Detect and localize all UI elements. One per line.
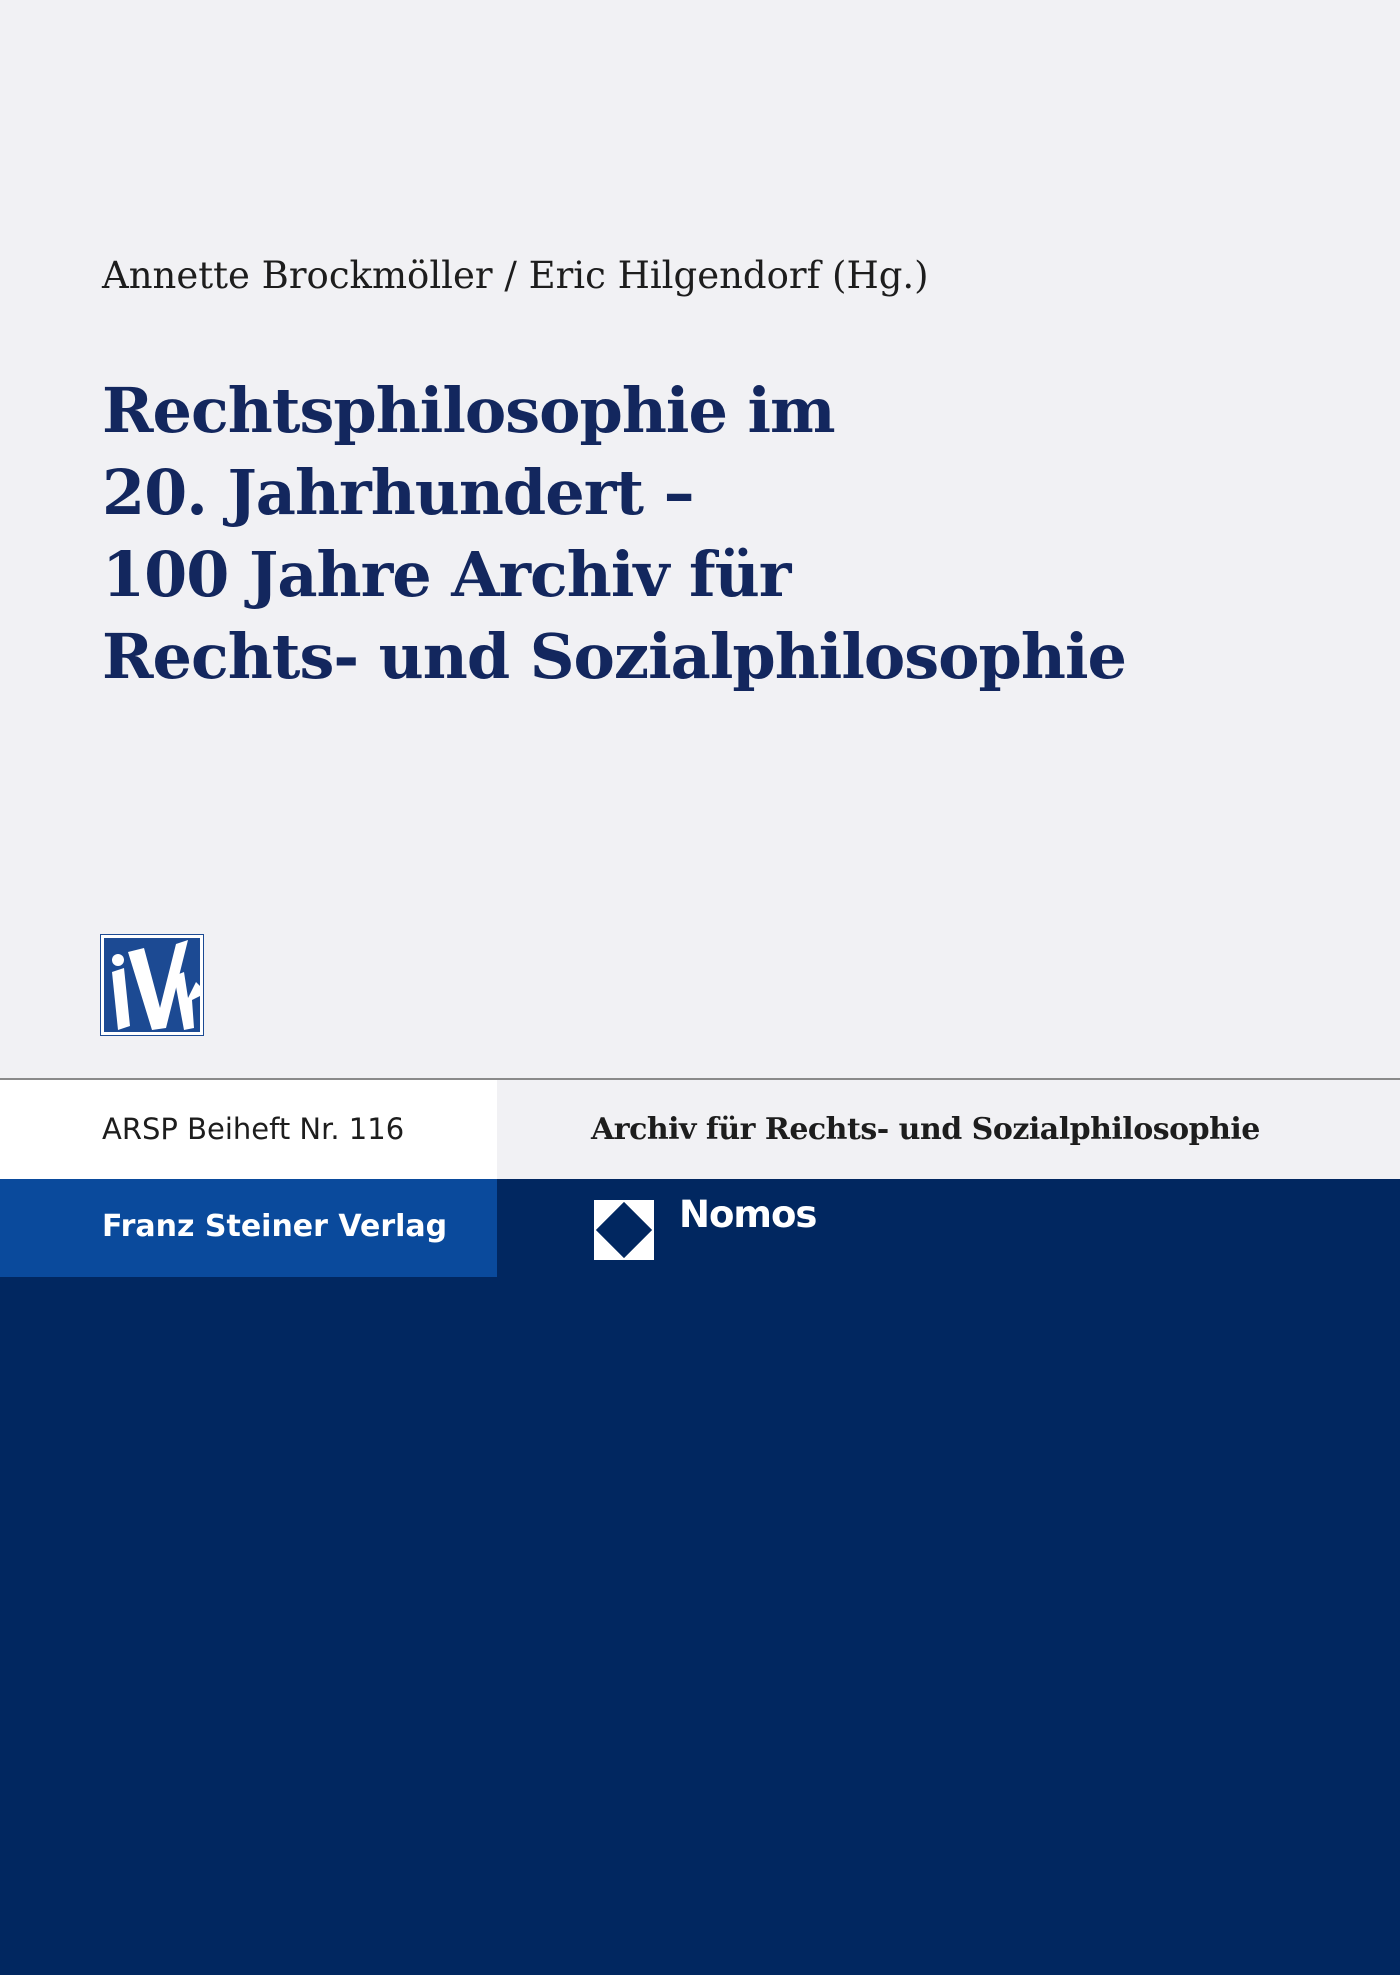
series-label: ARSP Beiheft Nr. 116 — [102, 1112, 405, 1146]
title-line: Rechts- und Sozialphilosophie — [102, 620, 1126, 693]
title-line: 20. Jahrhundert – — [102, 456, 694, 529]
cover-bottom-area-left — [0, 1277, 497, 1975]
title-line: Rechtsphilosophie im — [102, 374, 835, 447]
journal-label: Archiv für Rechts- und Sozialphilosophie — [591, 1112, 1260, 1147]
book-title — [102, 370, 1302, 698]
cover-bottom-area-right — [497, 1179, 1400, 1975]
authors-line: Annette Brockmöller / Eric Hilgendorf (Hg.) — [102, 254, 929, 297]
nomos-label: Nomos — [679, 1193, 817, 1236]
publisher-label-left: Franz Steiner Verlag — [102, 1209, 448, 1244]
ivr-logo-icon — [100, 934, 204, 1036]
title-line: 100 Jahre Archiv für — [102, 538, 791, 611]
nomos-diamond-icon — [594, 1200, 654, 1260]
